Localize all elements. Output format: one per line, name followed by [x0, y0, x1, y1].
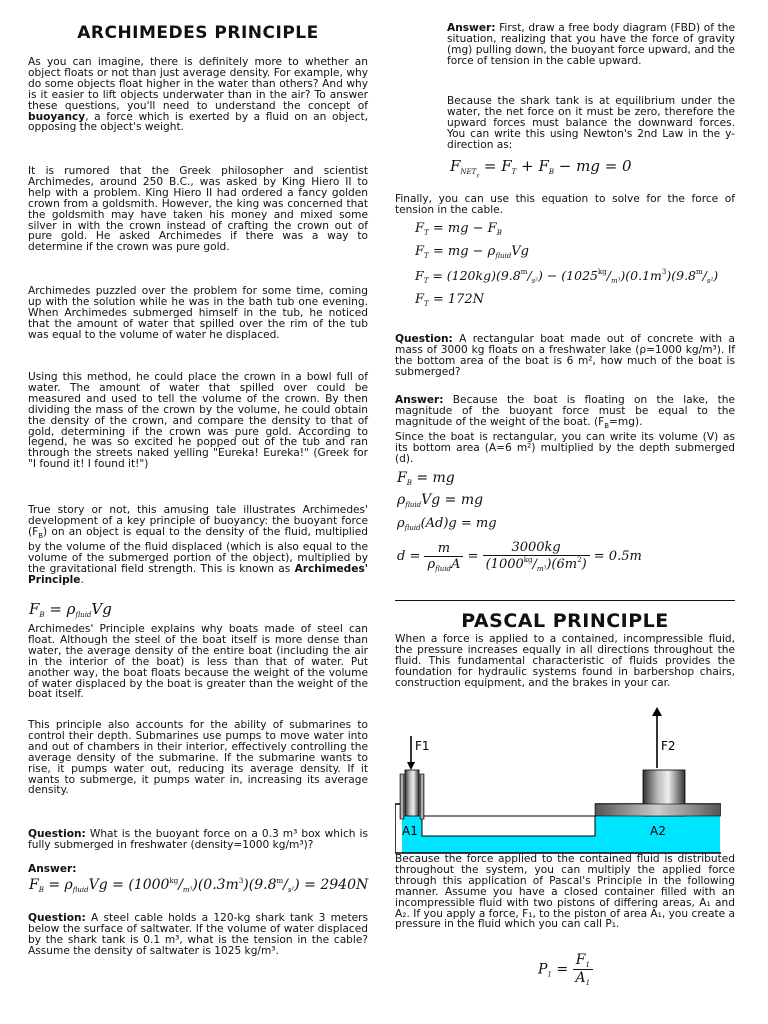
equation-depth: d = $\frac{m}{\rho_{fluid}A}$ = $\frac{3000kg}{(1000^{kg}/_{m^3})(6m^2)}$ = 0.5m: [397, 540, 642, 573]
paragraph-bath-tub: Archimedes puzzled over the problem for some time, coming up with the solution while he was in the bath tub one evening. When Archimedes submerged himself in the tub, he noticed that the amount of water that spilled over the rim of the tub was equal to the volume of water he displaced.: [28, 285, 368, 341]
paragraph-solve-tension: Finally, you can use this equation to solve for the force of tension in the cable.: [395, 193, 735, 216]
question-shark-tank: Question: A steel cable holds a 120-kg shark tank 3 meters below the surface of saltwater. If the volume of water displaced by the shark tank is 0.1 m³, what is the tension in the cable? Assume the density of saltwater is 1025 kg/m³.: [28, 912, 368, 957]
paragraph-submarines: This principle also accounts for the ability of submarines to control their depth. Submarines use pumps to move water into and out of chambers in their interior, effectively controlling the average density of the submarine. If the submarine wants to rise, it pumps water out, reducing its average density. If it wants to submerge, it pumps water in, increasing its average density.: [28, 719, 368, 797]
paragraph-steel-boats: Archimedes' Principle explains why boats made of steel can float. Although the steel of the boat itself is more dense than water, the average density of the entire boat (including the air in the interior of the boat) is less than that of water. Put another way, the boat floats because the weight of the volume of water displaced by the boat is greater than the weight of the boat itself.: [28, 623, 368, 701]
left-cylinder-wall-a: [400, 774, 404, 819]
page-title-archimedes: ARCHIMEDES PRINCIPLE: [77, 23, 319, 43]
label-f2: F2: [661, 739, 676, 753]
left-cylinder-wall-b: [420, 774, 424, 819]
force-arrowhead-f2: [652, 707, 662, 716]
container-top-wall: [422, 816, 595, 836]
paragraph-pascal-intro: When a force is applied to a contained, incompressible fluid, the pressure increases equally in all directions throughout the fluid. This fundamental characteristic of fluids provides the foundation for hydraulic systems found in barbershop chairs, construction equipment, and the brakes in your car.: [395, 633, 735, 689]
equation-rho-vg: $\rho_{fluid}Vg$ = mg: [397, 492, 484, 509]
equation-tension-1: $F_T$ = mg − $F_B$: [415, 221, 502, 237]
equation-buoyancy: $F_B = \rho_{fluid}Vg$: [29, 600, 112, 619]
equation-tension-3: $F_T = (120kg)(9.8^m/_{s^2}) - (1025^{kg}/_{m^3})(0.1m^3)(9.8^m/_{s^2})$: [415, 268, 719, 285]
label-f1: F1: [415, 739, 430, 753]
question-buoyant-box: Question: What is the buoyant force on a 0.3 m³ box which is fully submerged in freshwater (density=1000 kg/m³)?: [28, 828, 368, 851]
equation-box-buoyant-force: $F_B = \rho_{fluid}Vg = (1000^{kg}/_{m^3})(0.3m^3)(9.8^m/_{s^2}) = 2940N$: [29, 877, 369, 894]
equation-rho-adg: $\rho_{fluid}(Ad)g$ = mg: [397, 516, 497, 532]
paragraph-buoyancy-intro: As you can imagine, there is definitely more to whether an object floats or not than just average density. For example, why do some objects float higher in the water than others? And why is it easier to lift objects underwater than in the air? To answer these questions, you'll need to understand the concept of buoyancy, a force which is exerted by a fluid on an object, opposing the object's weight.: [28, 56, 368, 134]
answer-label-box: Answer:: [28, 863, 77, 875]
force-arrowhead-f1: [407, 762, 415, 770]
equation-net-force: $F_{NET_y} = F_T + F_B$ − mg = 0: [450, 157, 632, 179]
answer-concrete-boat: Answer: Because the boat is floating on the lake, the magnitude of the buoyant force must be equal to the magnitude of the weight of the boat. $(F_B=mg)$. Since the boat is rectangular, you can write its volume (V) as its bottom area (A=6 m²) multiplied by the depth submerged (d).: [395, 394, 735, 465]
equation-fb-mg: $F_B$ = mg: [397, 470, 455, 487]
paragraph-principle-statement: True story or not, this amusing tale illustrates Archimedes' development of a key principle of buoyancy: the buoyant force $(F_B)$ on an object is equal to the density of the fluid, multiplied by the volume of the fluid displaced (which is also equal to the volume of the submerged portion of the object), multiplied by the gravitational field strength. This is known as Archimedes' Principle.: [28, 504, 368, 586]
paragraph-equilibrium: Because the shark tank is at equilibrium under the water, the net force on it must be zero, therefore the upward forces must balance the downward forces. You can write this using Newton's 2nd Law in the y-direction as:: [447, 95, 735, 151]
paragraph-eureka: Using this method, he could place the crown in a bowl full of water. The amount of water that spilled over could be measured and used to tell the volume of the crown. By then dividing the mass of the crown by the volume, he could obtain the density of the crown, and compare the density to that of gold, determining if the crown was pure gold. According to legend, he was so excited he popped out of the tub and ran through the streets naked yelling "Eureka! Eureka!" (Greek for "I found it! I found it!"): [28, 371, 368, 471]
section-divider: [395, 600, 735, 601]
right-cylinder-shelf: [595, 804, 721, 816]
equation-tension-result: $F_T = 172N$: [415, 292, 485, 308]
hydraulic-press-diagram: [395, 704, 721, 854]
paragraph-king-hiero: It is rumored that the Greek philosopher and scientist Archimedes, around 250 B.C., was asked by King Hiero II to help with a problem. King Hiero II had ordered a fancy golden crown from a goldsmith. However, the king was concerned that the goldsmith may have taken his money and mixed some silver in with the crown instead of crafting the crown out of pure gold. He asked Archimedes if there was a way to determine if the crown was pure gold.: [28, 165, 368, 254]
label-a1: A1: [402, 824, 418, 838]
question-concrete-boat: Question: A rectangular boat made out of concrete with a mass of 3000 kg floats on a freshwater lake (ρ=1000 kg/m³). If the bottom area of the boat is 6 m², how much of the boat is submerged?: [395, 333, 735, 378]
answer-shark-fbd: Answer: First, draw a free body diagram (FBD) of the situation, realizing that you have the force of gravity (mg) pulling down, the buoyant force upward, and the force of tension in the cable upward.: [447, 22, 735, 67]
equation-tension-2: $F_T$ = mg − $\rho_{fluid}Vg$: [415, 244, 529, 260]
section-title-pascal: PASCAL PRINCIPLE: [461, 610, 669, 632]
piston-small: [405, 770, 419, 816]
paragraph-pascal-pistons: Because the force applied to the contained fluid is distributed throughout the system, you can multiply the applied force through this application of Pascal's Principle in the following manner. Assume you have a closed container filled with an incompressible fluid with two pistons of differing areas, A₁ and A₂. If you apply a force, F₁, to the piston of area A₁, you create a pressure in the fluid which you can call P₁.: [395, 853, 735, 931]
label-a2: A2: [650, 824, 666, 838]
equation-pressure-p1: $P_1$ = $\frac{F_1}{A_1}$: [538, 952, 593, 987]
